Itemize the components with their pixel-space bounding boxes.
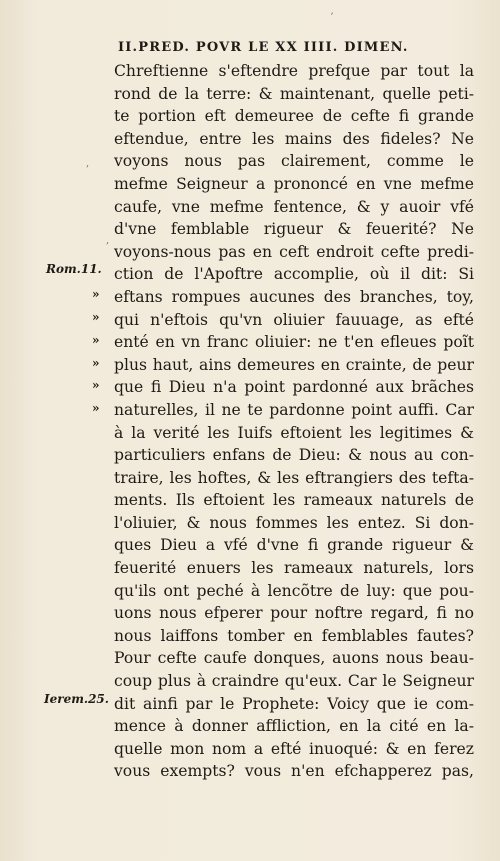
text-line: enté en vn franc oliuier: ne t'en efleues poĩt [114,333,474,352]
margin-note-romans: Rom.11. [46,262,102,276]
text-line: voyons nous pas clairement, comme le [114,152,474,171]
text-line: eftans rompues aucunes des branches, toy, [114,287,474,306]
quotation-mark: » [92,310,100,324]
text-line: rond de la terre: & maintenant, quelle peti- [114,84,474,103]
text-line: Pour cefte caufe donques, auons nous beau- [114,649,474,668]
text-line: que fi Dieu n'a point pardonné aux brãches [114,378,474,397]
page-speck: , [106,235,110,246]
quotation-mark: » [92,378,100,392]
body-text [114,60,474,783]
text-line: ments. Ils eftoient les rameaux naturels de [114,491,474,510]
text-line: dit ainfi par le Prophete: Voicy que ie com- [114,694,474,713]
text-line: eftendue, entre les mains des fideles? Ne [114,129,474,148]
quotation-mark: » [92,333,100,347]
text-line: l'oliuier, & nous fommes les entez. Si don- [114,513,474,532]
text-line: ques Dieu a vfé d'vne fi grande rigueur & [114,536,474,555]
text-line: voyons-nous pas en ceft endroit cefte predi- [114,242,474,261]
margin-note-jeremiah: Ierem.25. [44,692,109,706]
text-line: plus haut, ains demeures en crainte, de peur [114,355,474,374]
page-speck: , [86,158,90,169]
text-line: caufe, vne mefme fentence, & y auoir vfé [114,197,474,216]
text-line: naturelles, il ne te pardonne point auffi. Car [114,400,474,419]
text-line: qu'ils ont peché à lencõtre de luy: que pou- [114,581,474,600]
text-line: qui n'eftois qu'vn oliuier fauuage, as efté [114,310,474,329]
text-line: traire, les hoftes, & les eftrangiers des tefta- [114,468,474,487]
text-line: feuerité enuers les rameaux naturels, lors [114,559,474,578]
text-line: à la verité les Iuifs eftoient les legitimes & [114,423,474,442]
quotation-mark: » [92,356,100,370]
text-line: particuliers enfans de Dieu: & nous au con- [114,446,474,465]
text-line: uons nous efperer pour noftre regard, fi no [114,604,474,623]
text-line: quelle mon nom a efté inuoqué: & en ferez [114,739,474,758]
text-line: mefme Seigneur a prononcé en vne mefme [114,174,474,193]
text-line: vous exempts? vous n'en efchapperez pas, [114,762,474,781]
text-line: nous laiffons tomber en femblables fautes? [114,626,474,645]
text-line: d'vne femblable rigueur & feuerité? Ne [114,220,474,239]
text-line: ction de l'Apoftre accomplie, où il dit: Si [114,265,474,284]
page-speck: ʼ [330,12,334,23]
quotation-mark: » [92,287,100,301]
running-header: II.PRED. POVR LE XX IIII. DIMEN. [118,40,409,55]
text-line: Chreftienne s'eftendre prefque par tout la [114,62,474,80]
text-line: te portion eft demeuree de cefte fi grande [114,107,474,126]
quotation-mark: » [92,401,100,415]
text-line: coup plus à craindre qu'eux. Car le Seigneur [114,672,474,691]
text-line: mence à donner affliction, en la cité en la- [114,717,474,736]
